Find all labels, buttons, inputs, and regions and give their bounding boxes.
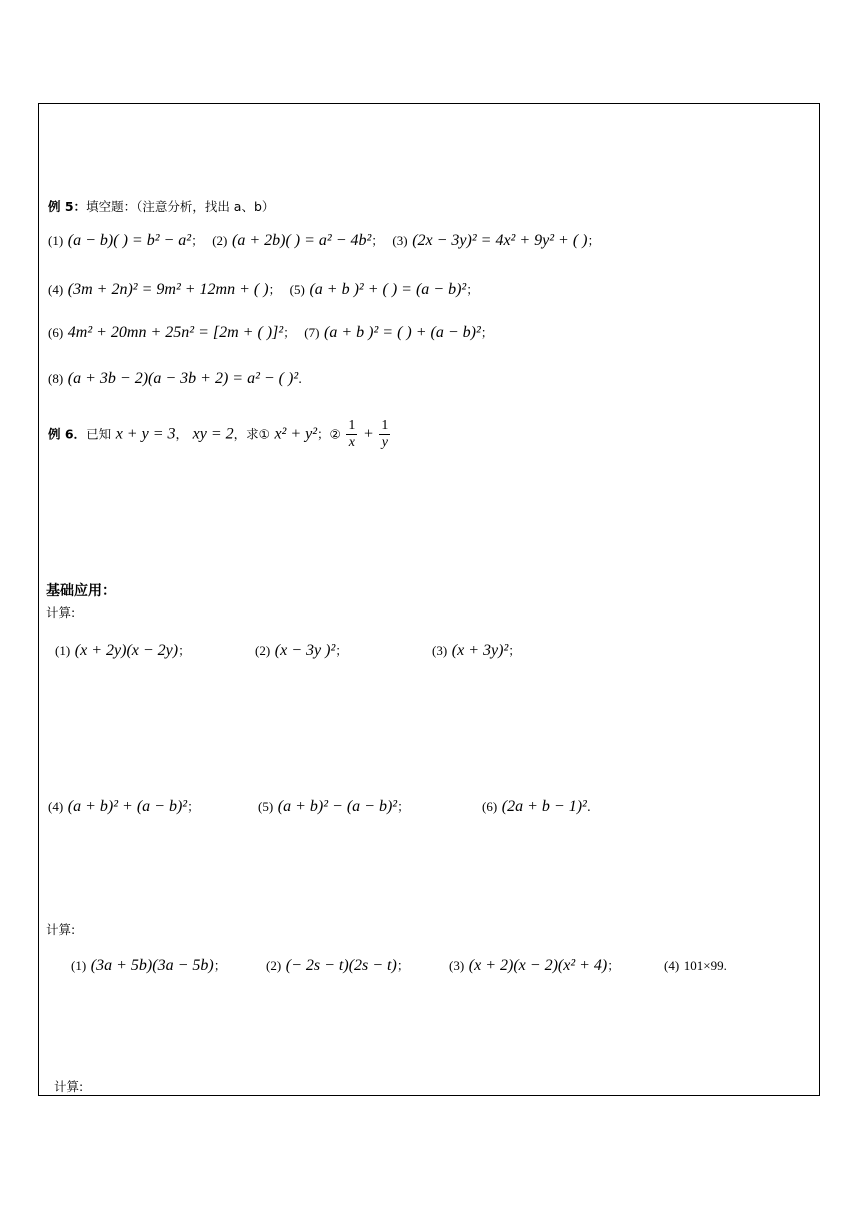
example6-text-find: ，求①: [233, 426, 270, 442]
exercise-b2: [266, 955, 409, 977]
item-label: (1): [71, 958, 87, 973]
exercise-5: [258, 796, 410, 818]
calc-label: 计算:: [46, 605, 76, 620]
example6-text-second: ；②: [317, 426, 341, 442]
item-expression: (x + 3y)²: [451, 642, 509, 659]
item-label: (2): [255, 643, 271, 658]
example5-row-4: [48, 368, 302, 390]
item-separator: ；: [268, 282, 282, 297]
item-expression: (x − 3y )²: [274, 642, 336, 659]
item-label: (2): [212, 233, 228, 248]
example6-comma: ，: [175, 426, 188, 442]
item-label: (6): [48, 325, 64, 340]
fraction-one-over-y: [379, 418, 390, 451]
item-label: (4): [48, 799, 64, 814]
example6-text-known: 已知: [86, 426, 112, 442]
item-separator: ；: [397, 799, 410, 814]
basic-title: 基础应用：: [46, 583, 116, 599]
fraction-numerator: 1: [381, 418, 389, 433]
item-label: (5): [289, 282, 305, 297]
item-separator: ；: [335, 643, 348, 658]
example6-line: [48, 418, 391, 451]
example5-title: 例 5：: [48, 199, 87, 214]
item-expression: (3m + 2n)² = 9m² + 12mn + ( ): [67, 281, 269, 298]
fraction-denominator: y: [381, 435, 388, 450]
item-label: (3): [449, 958, 465, 973]
calc-label: 计算:: [46, 922, 76, 937]
item-expression: 4m² + 20mn + 25n² = [2m + ( )]²: [67, 324, 284, 341]
exercise-6: [482, 796, 591, 818]
item-separator: ；: [508, 643, 521, 658]
calc-label-1: [46, 602, 75, 624]
plus-sign: +: [362, 425, 374, 443]
fraction-numerator: 1: [348, 418, 356, 433]
example5-row-2: [48, 279, 479, 301]
item-separator: ；: [371, 233, 384, 248]
exercise-3: [432, 640, 521, 662]
item-expression: (− 2s − t)(2s − t): [285, 957, 397, 974]
item-separator: ；: [283, 325, 296, 340]
example5-row-3: [48, 322, 493, 344]
item-expression: (a + 2b)( ) = a² − 4b²: [231, 232, 372, 249]
item-expression: (a + b)² + (a − b)²: [67, 798, 188, 815]
item-expression: (a + b)² − (a − b)²: [277, 798, 398, 815]
basic-section-title: [46, 580, 116, 602]
item-label: (5): [258, 799, 274, 814]
example5-row-1: [48, 230, 600, 252]
example5-instruction: 填空题：（注意分析，找出 a、b）: [86, 199, 275, 214]
item-label: (4): [664, 958, 680, 973]
item-separator: ；: [480, 325, 494, 340]
exercise-1: [55, 640, 191, 662]
example6-expression-1: x² + y²: [274, 425, 318, 443]
item-label: (3): [432, 643, 448, 658]
item-separator: ；: [191, 233, 204, 248]
item-label: (3): [392, 233, 408, 248]
item-separator: ；: [396, 958, 410, 973]
item-expression: (a + b )² = ( ) + (a − b)²: [324, 324, 481, 341]
item-separator: ；: [607, 958, 620, 973]
calc-label-2: [46, 919, 75, 941]
item-separator: ；: [187, 799, 200, 814]
exercise-2: [255, 640, 348, 662]
item-separator: ；: [213, 958, 227, 973]
example6-title: 例 6．: [48, 426, 87, 442]
calc-label: 计算:: [54, 1079, 84, 1094]
item-separator: ；: [587, 233, 600, 248]
item-label: (2): [266, 958, 282, 973]
item-label: (8): [48, 371, 64, 386]
item-expression: 101×99.: [683, 958, 727, 973]
item-separator: ；: [466, 282, 479, 297]
item-label: (1): [55, 643, 71, 658]
item-expression: (a + 3b − 2)(a − 3b + 2) = a² − ( )²: [67, 370, 299, 387]
item-expression: (2x − 3y)² = 4x² + 9y² + ( ): [412, 232, 588, 249]
item-expression: (a + b )² + ( ) = (a − b)²: [309, 281, 467, 298]
item-separator: ；: [178, 643, 191, 658]
example5-header: [48, 196, 274, 218]
example6-condition-product: xy = 2: [192, 425, 234, 443]
exercise-b4: [664, 955, 727, 977]
item-separator: .: [298, 371, 303, 386]
calc-label-3: [54, 1076, 83, 1098]
fraction-denominator: x: [348, 435, 355, 450]
item-expression: (x + 2y)(x − 2y): [74, 642, 179, 659]
item-expression: (x + 2)(x − 2)(x² + 4): [468, 957, 608, 974]
item-separator: .: [586, 799, 591, 814]
item-label: (1): [48, 233, 64, 248]
fraction-one-over-x: [346, 418, 357, 451]
exercise-4: [48, 796, 200, 818]
item-expression: (3a + 5b)(3a − 5b): [90, 957, 214, 974]
exercise-b1: [71, 955, 226, 977]
exercise-b3: [449, 955, 620, 977]
item-label: (7): [304, 325, 320, 340]
item-label: (6): [482, 799, 498, 814]
example6-condition-sum: x + y = 3: [115, 425, 176, 443]
item-expression: (2a + b − 1)²: [501, 798, 587, 815]
item-label: (4): [48, 282, 64, 297]
item-expression: (a − b)( ) = b² − a²: [67, 232, 192, 249]
